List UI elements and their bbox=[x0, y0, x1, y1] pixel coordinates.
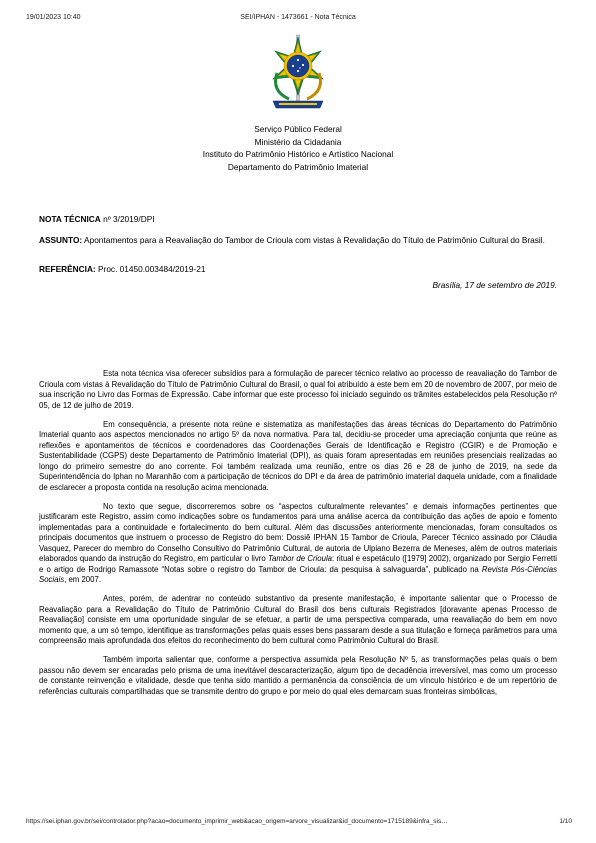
institution-line: Departamento do Patrimônio Imaterial bbox=[227, 161, 369, 172]
book-title: Tambor de Crioula bbox=[267, 554, 333, 563]
assunto-label: ASSUNTO: bbox=[39, 235, 83, 245]
referencia-label: REFERÊNCIA: bbox=[39, 264, 96, 274]
print-timestamp: 19/01/2023 10:40 bbox=[26, 14, 81, 21]
nota-label: NOTA TÉCNICA bbox=[39, 214, 101, 224]
paragraph: Também importa salientar que, conforme a perspectiva assumida pela Resolução Nº 5, as transformações pelas quais o bem passou não devem ser encaradas pelo prisma de uma inevitável descaracterização, algum tipo de decadência irreversível, mas como um processo de constante reinvenção e vitalidade, desde que tenha sido mantido a permanência da consciência de um vínculo histórico e de um repertório de referências culturais compartilhadas que se transmite dentro do grupo e por meio do qual eles demarcam suas fronteiras simbólicas, bbox=[39, 655, 557, 696]
dateline: Brasília, 17 de setembro de 2019. bbox=[432, 280, 557, 290]
assunto-line bbox=[39, 235, 557, 246]
journal-title: Revista Pós-Ciências Sociais bbox=[39, 564, 557, 584]
paragraph: Em consequência, a presente nota reúne e sistematiza as manifestações das áreas técnicas do Departamento do Patrimônio Imaterial quanto aos aspectos mencionados no artigo 5º da nova normativa. Para tal, decidiu-se proceder uma apreciação conjunta que reúne as reflexões e apontamentos de técnicos e coordenadores das Coordenações Gerais de Identificação e Registro (CGIR) e de Promoção e Sustentabilidade (CGPS) deste Departamento de Patrimônio Imaterial (DPI), as quais foram apresentadas em reuniões presenciais realizadas ao longo do primeiro semestre do ano corrente. Foi também realizada uma reunião, entre os dias 26 e 28 de junho de 2019, na sede da Superintendência do Iphan no Maranhão com a participação de técnicos do DPI e da área de patrimônio imaterial daquela unidade, com a finalidade de esclarecer a proposta contida na resolução acima mencionada. bbox=[39, 419, 557, 492]
paragraph bbox=[39, 502, 557, 586]
brazil-coat-of-arms-icon bbox=[263, 33, 333, 113]
nota-tecnica-line bbox=[39, 214, 557, 225]
paragraph-text: No texto que segue, discorreremos sobre os “aspectos culturalmente relevantes” e demais informações pertinentes que justificaram este Registro, assim como indicações sobre os fundamentos para uma análise acerca da contribuição das ações de apoio e fomento implementadas para a continuidade e fortalecimento do bem cultural. Além das discussões anteriormente mencionadas, foram consultados os principais documentos que instruem o processo de Registro do bem: Dossiê IPHAN 15 Tambor de Crioula, Parecer Técnico assinado por Cláudia Vasquez, Parecer do membro do Conselho Consultivo do Patrimônio Cultural, de autoria de Ulpiano Bezerra de Meneses, além de outros materiais elaborados quando da instrução do Registro, em particular o livro bbox=[39, 501, 557, 563]
paragraph: Esta nota técnica visa oferecer subsídios para a formulação de parecer técnico relativo ao processo de reavaliação do Tambor de Crioula com vistas à Revalidação do Título de Patrimônio Cultural do Brasil, o qual foi atribuído a este bem em 20 de novembro de 2007, por meio de sua inscrição no Livro das Formas de Expressão. Cabe informar que este processo foi iniciado seguindo os trâmites estabelecidos pela Resolução nº 05, de 12 de julho de 2019. bbox=[39, 369, 557, 410]
referencia-line bbox=[39, 264, 557, 275]
institution-line: Ministério da Cidadania bbox=[254, 136, 342, 147]
paragraph-text: : ritual e espetáculo ([1979] 2002), organizado por Sergio Ferretti e o artigo de Rodrigo Ramassote “Notas sobre o registro do Tambor de Crioula: da pesquisa à salvaguarda”, publicado na bbox=[39, 554, 557, 574]
document-body bbox=[39, 369, 557, 706]
institution-line: Serviço Público Federal bbox=[254, 124, 342, 134]
print-doc-title: SEI/IPHAN - 1473661 - Nota Técnica bbox=[240, 14, 356, 21]
institution-line: Instituto do Patrimônio Histórico e Artístico Nacional bbox=[202, 149, 394, 159]
institution-block bbox=[0, 123, 596, 173]
paragraph: Antes, porém, de adentrar no conteúdo substantivo da presente manifestação, é importante salientar que o Processo de Reavaliação para a Revalidação do Título de Patrimônio Cultural do Brasil dos bens culturais Registrados [doravante apenas Processo de Reavaliação] consiste em uma oportunidade singular de se efetuar, a partir de uma perspectiva comparada, uma reavaliação do bem em novo momento que, a um só tempo, identifique as transformações pelas quais esses bens passaram desde a sua titulação e forneça parâmetros para uma compreensão mais aprofundada dos efeitos do reconhecimento do bem cultural como Patrimônio Cultural do Brasil. bbox=[39, 594, 557, 645]
paragraph-text: , em 2007. bbox=[64, 575, 101, 584]
referencia-text: Proc. 01450.003484/2019-21 bbox=[98, 264, 206, 274]
footer-url: https://sei.iphan.gov.br/sei/controlador.php?acao=documento_imprimir_web&acao_origem=arvore_visualizar&id_documento=1715189&infra_sis… bbox=[26, 818, 448, 825]
page-number: 1/10 bbox=[559, 818, 572, 825]
assunto-text: Apontamentos para a Reavaliação do Tambor de Crioula com vistas à Revalidação do Título de Patrimônio Cultural do Brasil. bbox=[84, 235, 545, 245]
nota-number: nº 3/2019/DPI bbox=[103, 214, 155, 224]
